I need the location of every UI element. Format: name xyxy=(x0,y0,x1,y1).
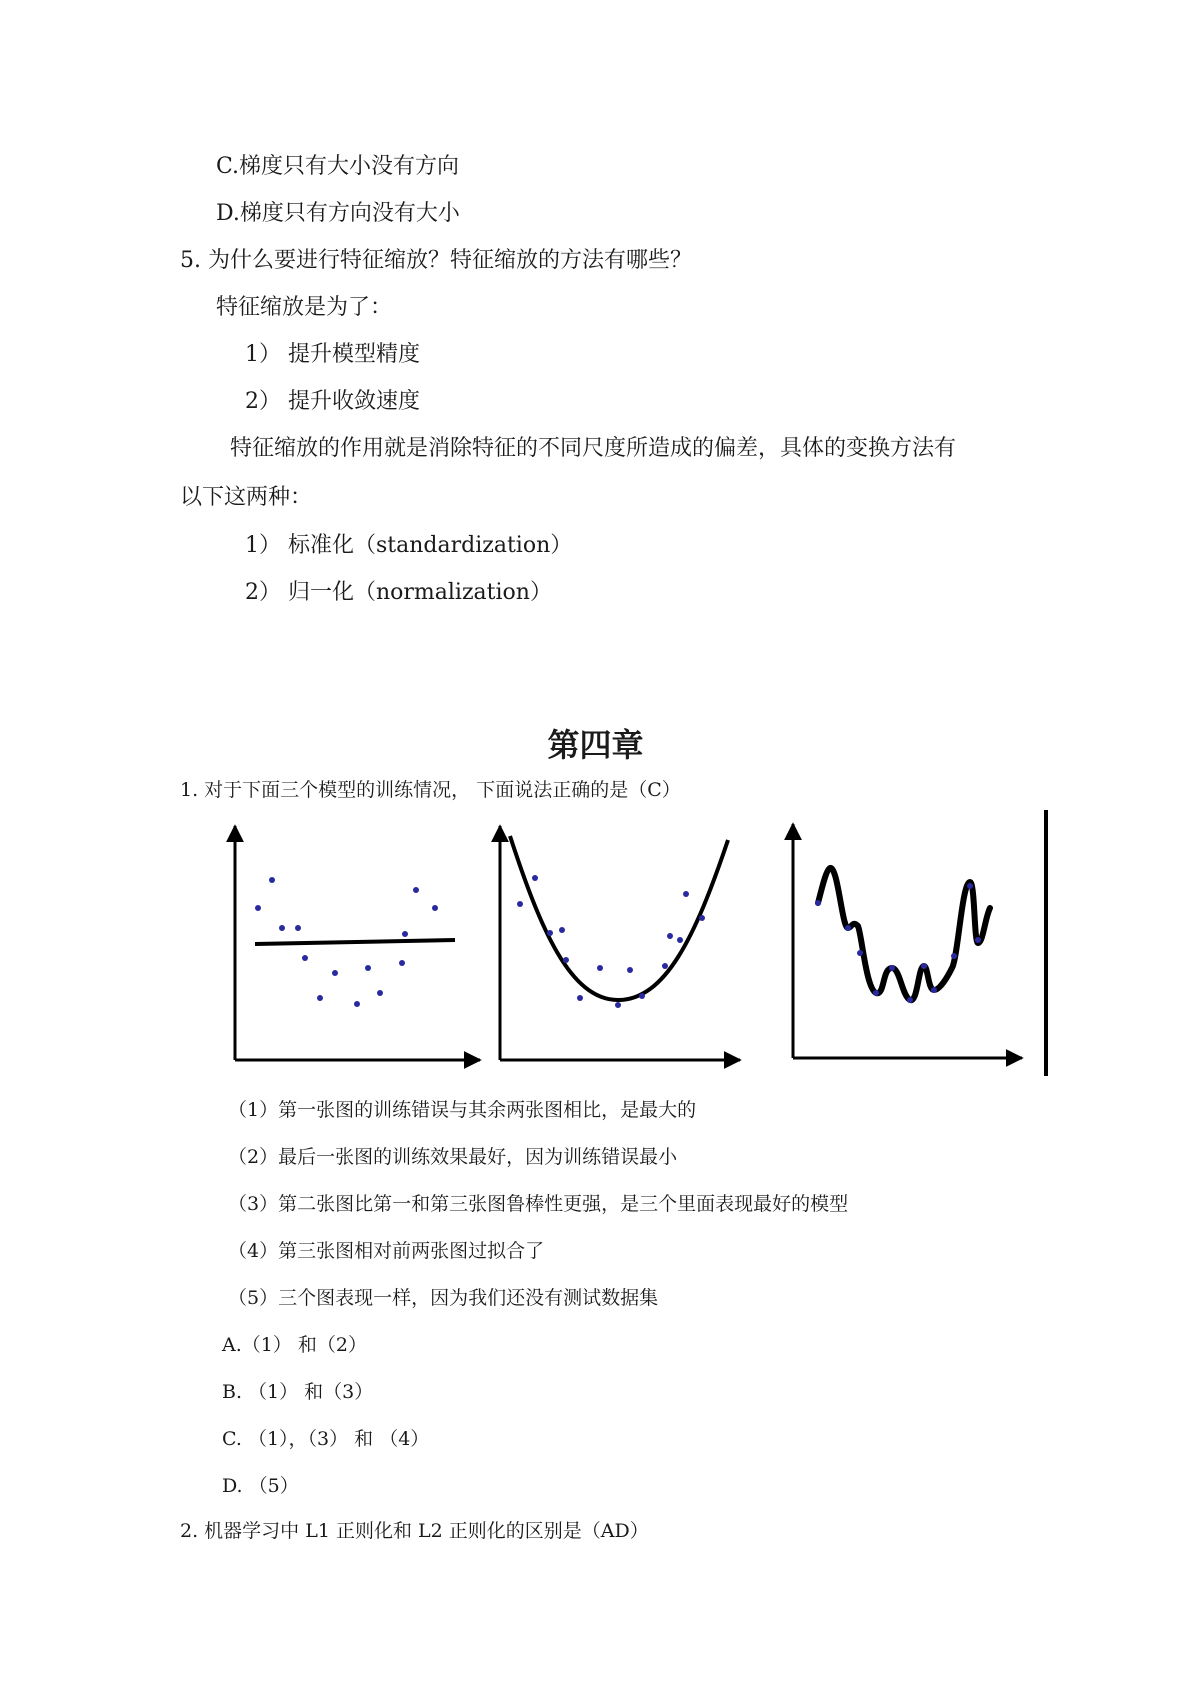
data-point xyxy=(967,883,973,889)
underfit-plot xyxy=(235,826,480,1060)
fit-curve xyxy=(510,836,728,1000)
data-point xyxy=(559,927,565,933)
data-point xyxy=(399,960,405,966)
option-a: A.（1） 和（2） xyxy=(222,1334,367,1356)
overfit-plot xyxy=(793,824,1022,1058)
prev-option-c: C.梯度只有大小没有方向 xyxy=(216,154,460,179)
q5-purpose-1: 1） 提升模型精度 xyxy=(245,342,420,367)
data-point xyxy=(699,915,705,921)
data-point xyxy=(547,930,553,936)
data-point xyxy=(615,1002,621,1008)
data-point xyxy=(402,931,408,937)
data-point xyxy=(532,875,538,881)
statement-3: （3）第二张图比第一和第三张图鲁棒性更强，是三个里面表现最好的模型 xyxy=(228,1193,849,1215)
data-point xyxy=(302,955,308,961)
option-c: C. （1），（3） 和 （4） xyxy=(222,1428,430,1450)
data-point xyxy=(683,891,689,897)
data-point xyxy=(931,987,937,993)
q5-purpose-2: 2） 提升收敛速度 xyxy=(245,389,420,414)
model-fit-figure xyxy=(210,808,1060,1076)
data-point xyxy=(815,900,821,906)
data-point xyxy=(365,965,371,971)
good-fit-plot xyxy=(500,826,740,1060)
data-point xyxy=(377,990,383,996)
data-point xyxy=(563,957,569,963)
prev-option-d: D.梯度只有方向没有大小 xyxy=(216,201,460,226)
option-d: D. （5） xyxy=(222,1475,299,1497)
data-point xyxy=(413,887,419,893)
data-points xyxy=(517,875,705,1008)
q5-explanation-line-1: 特征缩放的作用就是消除特征的不同尺度所造成的偏差，具体的变换方法有 xyxy=(230,436,957,461)
data-point xyxy=(317,995,323,1001)
data-point xyxy=(432,905,438,911)
data-point xyxy=(889,965,895,971)
data-point xyxy=(627,967,633,973)
q5-intro: 特征缩放是为了： xyxy=(216,295,393,320)
data-point xyxy=(667,933,673,939)
q5-explanation-line-2: 以下这两种： xyxy=(180,485,313,510)
data-point xyxy=(662,963,668,969)
question-5: 5. 为什么要进行特征缩放？特征缩放的方法有哪些？ xyxy=(180,248,692,273)
data-point xyxy=(354,1001,360,1007)
data-point xyxy=(639,993,645,999)
data-point xyxy=(921,963,927,969)
data-point xyxy=(295,925,301,931)
data-point xyxy=(269,877,275,883)
data-point xyxy=(577,995,583,1001)
data-point xyxy=(951,953,957,959)
fit-line xyxy=(255,940,455,944)
data-point xyxy=(255,905,261,911)
data-point xyxy=(332,970,338,976)
statement-4: （4）第三张图相对前两张图过拟合了 xyxy=(228,1240,545,1262)
statement-1: （1）第一张图的训练错误与其余两张图相比，是最大的 xyxy=(228,1099,697,1121)
statement-5: （5）三个图表现一样，因为我们还没有测试数据集 xyxy=(228,1287,659,1309)
data-point xyxy=(279,925,285,931)
statement-2: （2）最后一张图的训练效果最好，因为训练错误最小 xyxy=(228,1146,678,1168)
q5-method-2: 2） 归一化（normalization） xyxy=(245,580,552,605)
data-point xyxy=(857,950,863,956)
q5-method-1: 1） 标准化（standardization） xyxy=(245,533,573,558)
chapter-title: 第四章 xyxy=(547,726,644,764)
ch4-question-2: 2. 机器学习中 L1 正则化和 L2 正则化的区别是（AD） xyxy=(180,1520,649,1542)
fit-curve xyxy=(818,868,990,1000)
data-point xyxy=(517,901,523,907)
data-point xyxy=(677,937,683,943)
data-point xyxy=(907,997,913,1003)
data-point xyxy=(845,925,851,931)
option-b: B. （1） 和（3） xyxy=(222,1381,374,1403)
data-point xyxy=(975,937,981,943)
data-point xyxy=(597,965,603,971)
data-point xyxy=(873,990,879,996)
ch4-question-1: 1. 对于下面三个模型的训练情况， 下面说法正确的是（C） xyxy=(180,779,681,801)
